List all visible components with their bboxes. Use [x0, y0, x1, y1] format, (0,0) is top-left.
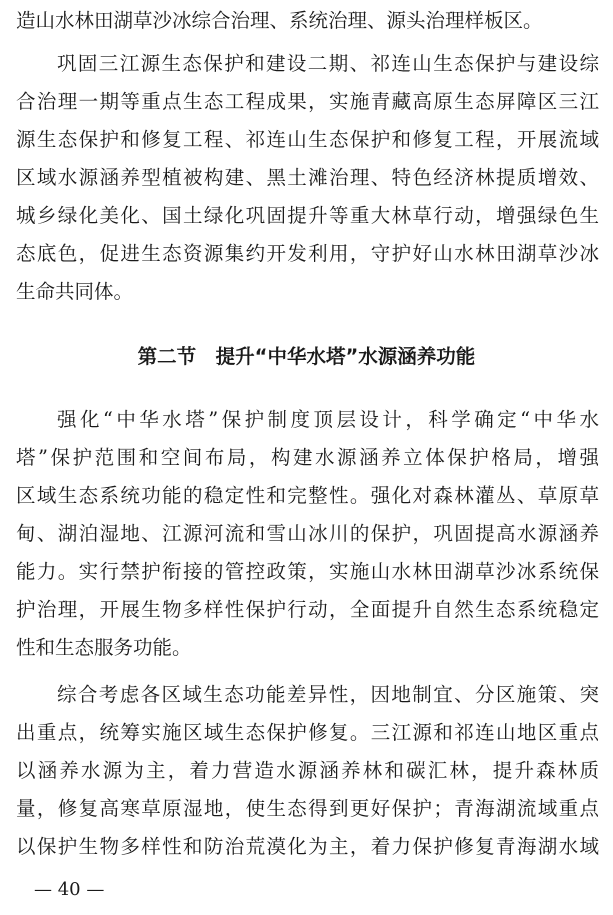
- paragraph-1-line-3: 源生态保护和修复工程、祁连山生态保护和修复工程，开展流域: [16, 128, 599, 151]
- paragraph-1-line-2: 合治理一期等重点生态工程成果，实施青藏高原生态屏障区三江: [16, 90, 599, 113]
- paragraph-2-line-2: 塔”保护范围和空间布局，构建水源涵养立体保护格局，增强: [16, 446, 599, 469]
- paragraph-3-line-5: 以保护生物多样性和防治荒漠化为主，着力保护修复青海湖水域: [16, 835, 599, 858]
- paragraph-2-line-4: 甸、湖泊湿地、江源河流和雪山冰川的保护，巩固提高水源涵养: [16, 522, 599, 545]
- intro-line-1: 造山水林田湖草沙冰综合治理、系统治理、源头治理样板区。: [16, 9, 543, 32]
- paragraph-2-line-3: 区域生态系统功能的稳定性和完整性。强化对森林灌丛、草原草: [16, 484, 599, 507]
- paragraph-2-line-5: 能力。实行禁护衔接的管控政策，实施山水林田湖草沙冰系统保: [16, 560, 599, 583]
- page-number: — 40 —: [34, 879, 105, 900]
- paragraph-3-line-2: 出重点，统筹实施区域生态保护修复。三江源和祁连山地区重点: [16, 721, 599, 744]
- section-heading: 第二节 提升“中华水塔”水源涵养功能: [137, 345, 476, 368]
- paragraph-2-line-1: 强化“中华水塔”保护制度顶层设计，科学确定“中华水: [57, 408, 599, 431]
- paragraph-1-line-7: 生命共同体。: [16, 280, 134, 303]
- paragraph-3-line-1: 综合考虑各区域生态功能差异性，因地制宜、分区施策、突: [57, 683, 599, 706]
- paragraph-1-line-1: 巩固三江源生态保护和建设二期、祁连山生态保护与建设综: [57, 52, 599, 75]
- paragraph-2-line-7: 性和生态服务功能。: [16, 636, 192, 659]
- paragraph-1-line-5: 城乡绿化美化、国土绿化巩固提升等重大林草行动，增强绿色生: [16, 204, 599, 227]
- paragraph-3-line-4: 量，修复高寒草原湿地，使生态得到更好保护；青海湖流域重点: [16, 797, 599, 820]
- paragraph-1-line-4: 区域水源涵养型植被构建、黑土滩治理、特色经济林提质增效、: [16, 166, 599, 189]
- paragraph-2-line-6: 护治理，开展生物多样性保护行动，全面提升自然生态系统稳定: [16, 598, 599, 621]
- paragraph-3-line-3: 以涵养水源为主，着力营造水源涵养林和碳汇林，提升森林质: [16, 759, 599, 782]
- paragraph-1-line-6: 态底色，促进生态资源集约开发利用，守护好山水林田湖草沙冰: [16, 242, 599, 265]
